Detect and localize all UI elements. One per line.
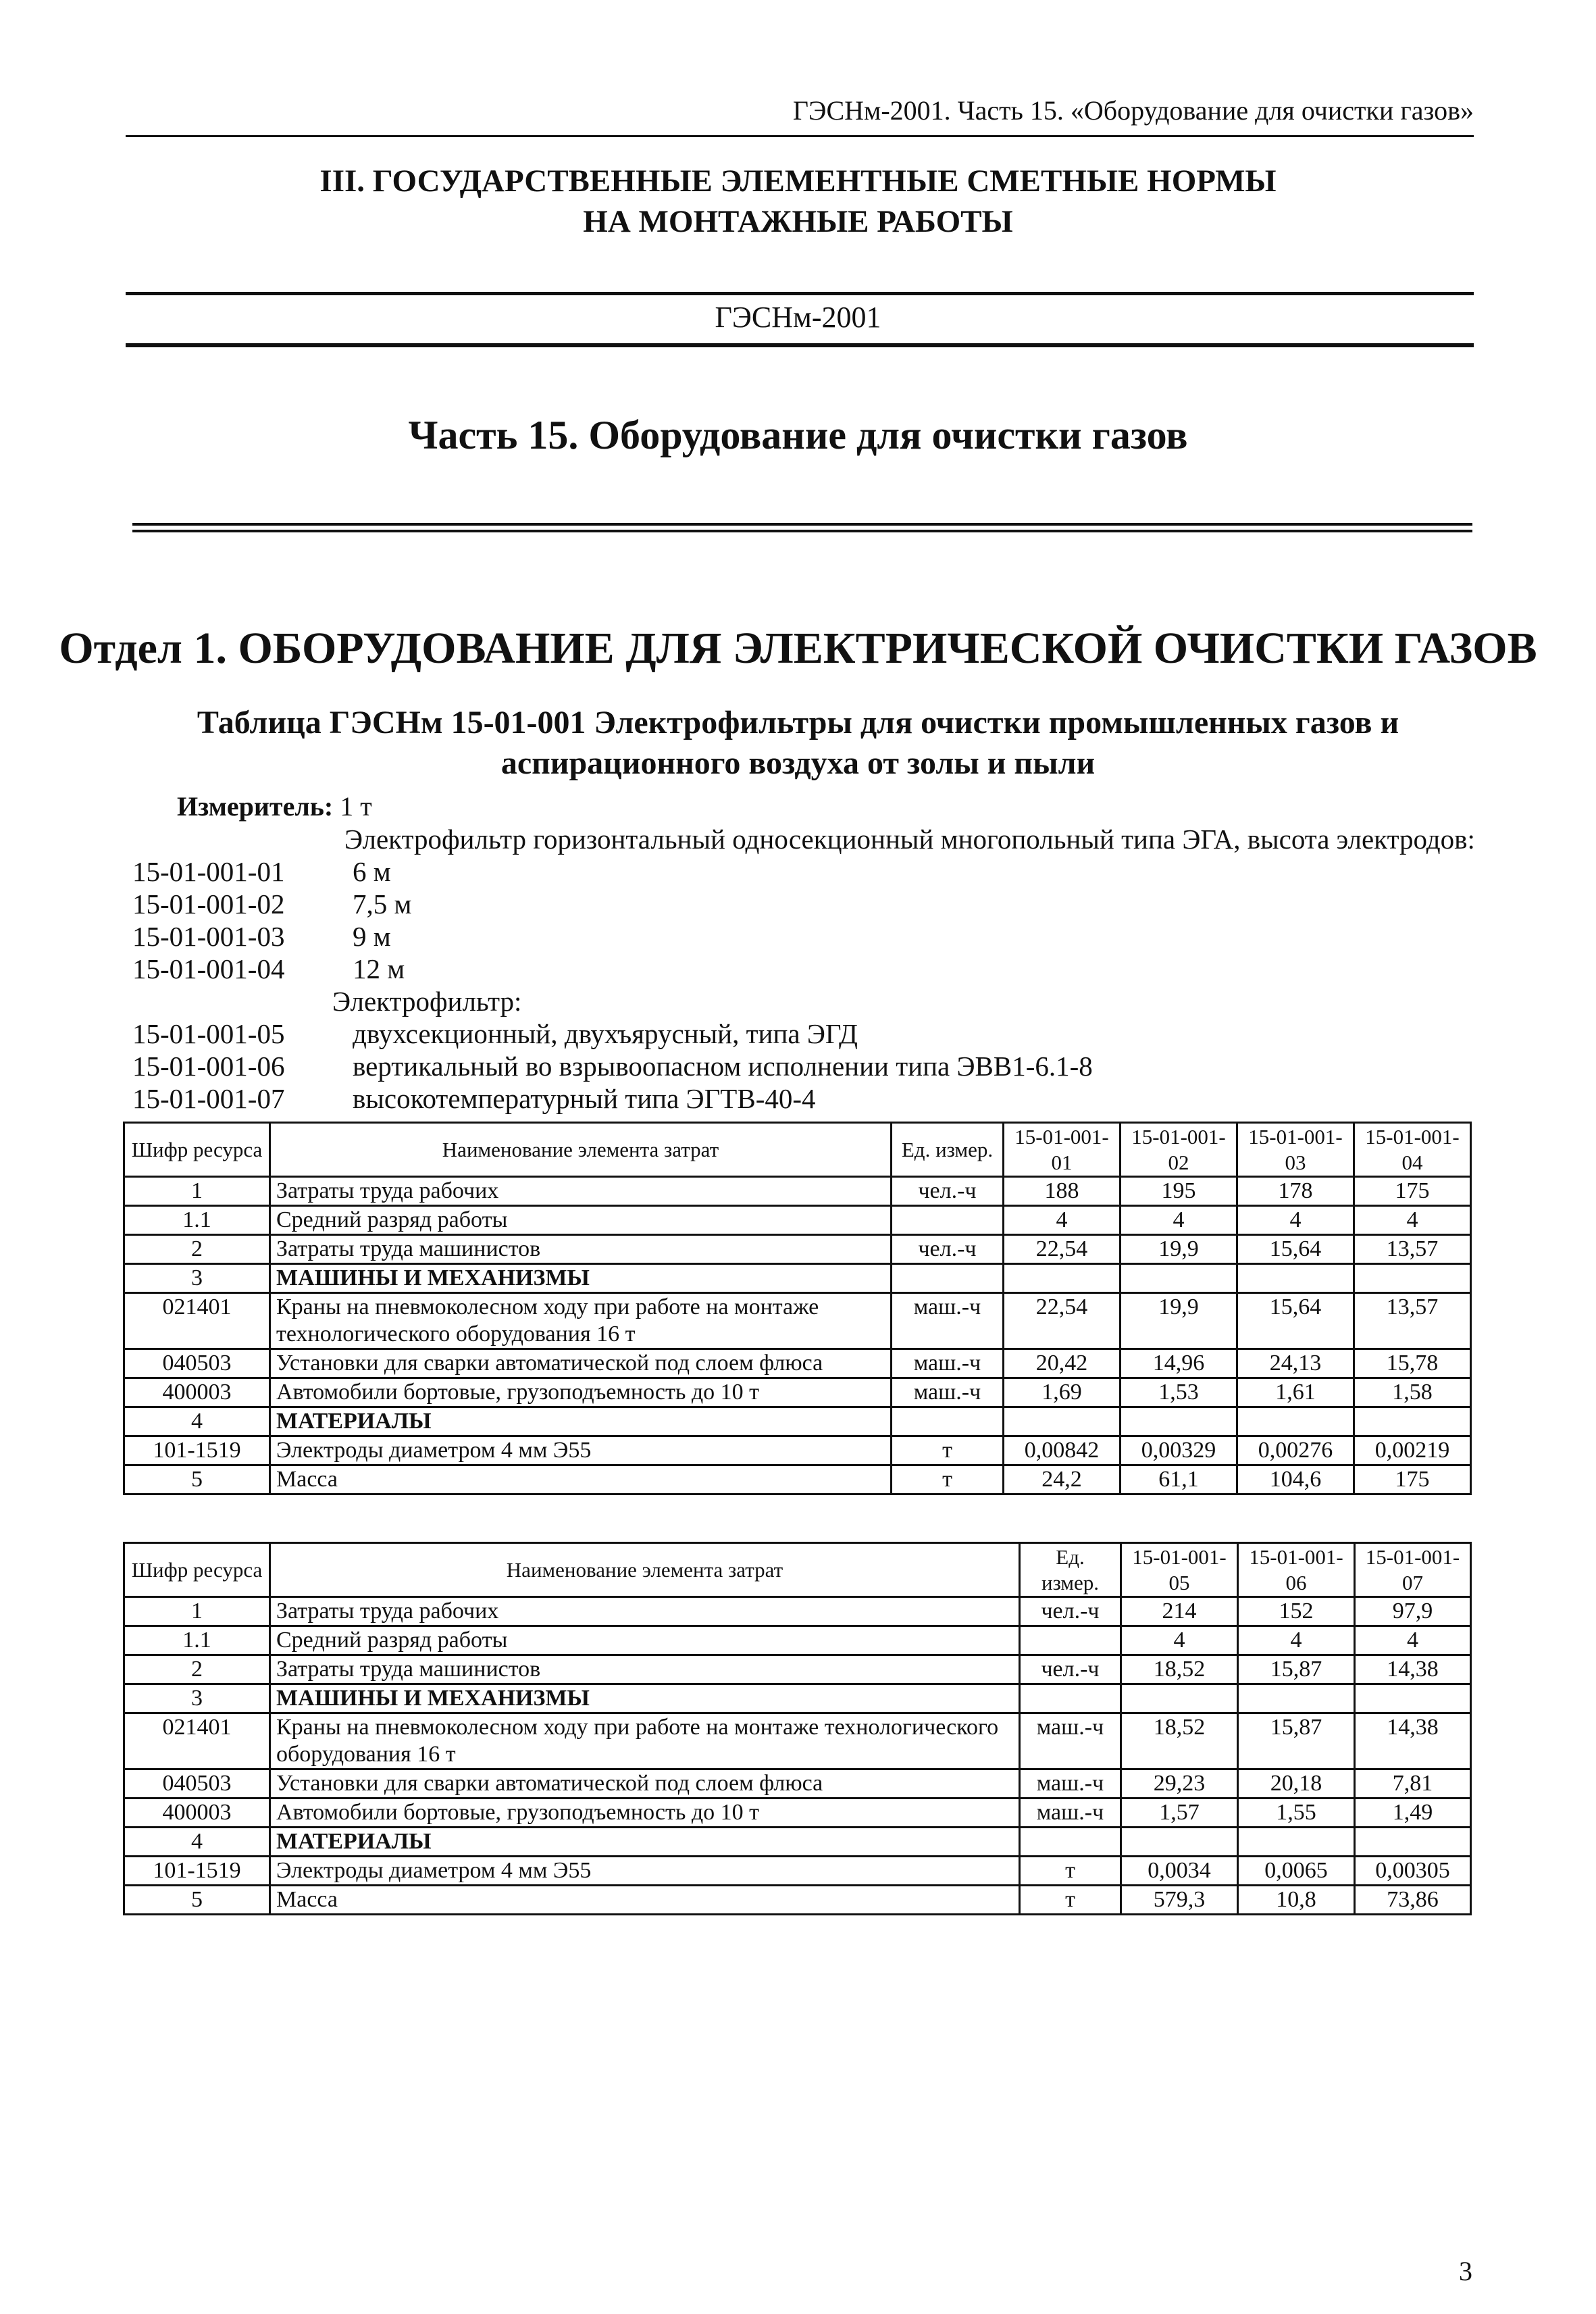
section-title: [0, 161, 1596, 242]
cell-value: 29,23: [1121, 1769, 1238, 1799]
cell-unit: маш.-ч: [1020, 1769, 1121, 1799]
table-row: [124, 1407, 1471, 1436]
cell-value: [1121, 1264, 1237, 1293]
cell-name: Установки для сварки автоматической под слоем флюса: [270, 1349, 892, 1378]
cell-name: МАТЕРИАЛЫ: [270, 1407, 892, 1436]
cell-value: 15,78: [1354, 1349, 1471, 1378]
cell-name: Масса: [270, 1465, 892, 1494]
code-item-desc: 7,5 м: [353, 888, 412, 920]
section-title-line1: III. ГОСУДАРСТВЕННЫЕ ЭЛЕМЕНТНЫЕ СМЕТНЫЕ НОРМЫ: [319, 164, 1277, 199]
cell-value: 14,38: [1355, 1713, 1471, 1769]
table-row: [124, 1465, 1471, 1494]
cell-name: Электроды диаметром 4 мм Э55: [270, 1436, 892, 1465]
cell-name: Краны на пневмоколесном ходу при работе на монтаже технологического оборудования 16 т: [270, 1713, 1020, 1769]
cell-unit: [892, 1206, 1004, 1235]
col-header-norm: 15-01-001-02: [1121, 1123, 1237, 1177]
col-header-name: Наименование элемента затрат: [270, 1123, 892, 1177]
cell-value: 18,52: [1121, 1713, 1238, 1769]
cell-value: 0,00842: [1004, 1436, 1121, 1465]
standard-code: ГЭСНм-2001: [715, 301, 881, 334]
cell-value: 1,55: [1238, 1799, 1355, 1828]
col-header-norm: 15-01-001-03: [1237, 1123, 1354, 1177]
double-rule-bottom: [132, 530, 1472, 532]
header-rule: [126, 135, 1474, 137]
cell-value: [1121, 1407, 1237, 1436]
table-row: [124, 1713, 1471, 1769]
cell-value: 61,1: [1121, 1465, 1237, 1494]
cell-value: 0,00329: [1121, 1436, 1237, 1465]
cell-unit: т: [892, 1436, 1004, 1465]
cell-value: 1,49: [1355, 1799, 1471, 1828]
table-row: [124, 1684, 1471, 1713]
cell-value: 4: [1238, 1626, 1355, 1655]
cell-code: 040503: [124, 1349, 270, 1378]
table-2-body: [124, 1597, 1471, 1915]
cell-value: 0,0034: [1121, 1857, 1238, 1886]
cell-value: 20,42: [1004, 1349, 1121, 1378]
cell-value: [1237, 1264, 1354, 1293]
table-row: [124, 1293, 1471, 1349]
cell-value: 0,00219: [1354, 1436, 1471, 1465]
cell-value: 1,69: [1004, 1378, 1121, 1407]
cell-unit: [1020, 1828, 1121, 1857]
cell-value: 97,9: [1355, 1597, 1471, 1626]
cell-code: 5: [124, 1465, 270, 1494]
page-number: 3: [1459, 2256, 1472, 2286]
table-row: [124, 1206, 1471, 1235]
cell-name: Автомобили бортовые, грузоподъемность до 10 т: [270, 1799, 1020, 1828]
col-header-name: Наименование элемента затрат: [270, 1543, 1020, 1597]
cell-code: 2: [124, 1655, 270, 1684]
cell-value: 0,00305: [1355, 1857, 1471, 1886]
cell-value: 4: [1355, 1626, 1471, 1655]
cell-code: 021401: [124, 1293, 270, 1349]
cell-value: 188: [1004, 1177, 1121, 1206]
cell-code: 1: [124, 1177, 270, 1206]
table-row: [124, 1597, 1471, 1626]
code-list-subintro: Электрофильтр:: [332, 986, 522, 1017]
col-header-unit: Ед. измер.: [1020, 1543, 1121, 1597]
cell-unit: маш.-ч: [1020, 1799, 1121, 1828]
cell-value: [1004, 1264, 1121, 1293]
cell-value: 13,57: [1354, 1235, 1471, 1264]
cell-value: 1,61: [1237, 1378, 1354, 1407]
table-row: [124, 1769, 1471, 1799]
col-header-norm: 15-01-001-04: [1354, 1123, 1471, 1177]
code-list-intro: Электрофильтр горизонтальный односекционный многопольный типа ЭГА, высота электродов:: [344, 824, 1475, 855]
code-item-code: 15-01-001-03: [132, 921, 285, 952]
cell-value: 15,64: [1237, 1235, 1354, 1264]
table-row: [124, 1857, 1471, 1886]
measure: [177, 790, 372, 822]
code-item-code: 15-01-001-07: [132, 1083, 285, 1114]
code-item-desc: высокотемпературный типа ЭГТВ-40-4: [353, 1083, 816, 1114]
cell-name: Затраты труда рабочих: [270, 1177, 892, 1206]
cell-value: 15,87: [1238, 1713, 1355, 1769]
cell-code: 4: [124, 1828, 270, 1857]
double-rule-top: [132, 523, 1472, 526]
cell-value: 4: [1237, 1206, 1354, 1235]
cell-value: 152: [1238, 1597, 1355, 1626]
cell-value: 22,54: [1004, 1293, 1121, 1349]
cell-name: МАШИНЫ И МЕХАНИЗМЫ: [270, 1264, 892, 1293]
cell-value: 1,57: [1121, 1799, 1238, 1828]
cell-value: 579,3: [1121, 1886, 1238, 1915]
cell-value: [1004, 1407, 1121, 1436]
cell-value: [1354, 1407, 1471, 1436]
cell-value: 19,9: [1121, 1235, 1237, 1264]
cell-unit: чел.-ч: [1020, 1655, 1121, 1684]
cell-value: 13,57: [1354, 1293, 1471, 1349]
cell-unit: т: [892, 1465, 1004, 1494]
code-item-code: 15-01-001-01: [132, 856, 285, 887]
cell-value: 178: [1237, 1177, 1354, 1206]
cell-value: 104,6: [1237, 1465, 1354, 1494]
code-item-desc: 6 м: [353, 856, 391, 887]
cell-unit: маш.-ч: [892, 1378, 1004, 1407]
cell-value: 19,9: [1121, 1293, 1237, 1349]
cell-unit: [1020, 1626, 1121, 1655]
norm-table-2: [123, 1542, 1472, 1915]
table-row: [124, 1828, 1471, 1857]
cell-value: 20,18: [1238, 1769, 1355, 1799]
cell-value: 4: [1121, 1626, 1238, 1655]
cell-name: МАШИНЫ И МЕХАНИЗМЫ: [270, 1684, 1020, 1713]
table-row: [124, 1436, 1471, 1465]
table-row: [124, 1177, 1471, 1206]
cell-name: Установки для сварки автоматической под слоем флюса: [270, 1769, 1020, 1799]
measure-value: 1 т: [340, 791, 372, 822]
table-title-line1: Таблица ГЭСНм 15-01-001 Электрофильтры для очистки промышленных газов и: [197, 705, 1399, 740]
col-header-norm: 15-01-001-07: [1355, 1543, 1471, 1597]
table-row: [124, 1349, 1471, 1378]
norm-table-1: [123, 1122, 1472, 1495]
measure-label: Измеритель:: [177, 791, 334, 822]
table-row: [124, 1799, 1471, 1828]
cell-unit: чел.-ч: [892, 1235, 1004, 1264]
cell-unit: т: [1020, 1886, 1121, 1915]
cell-value: 4: [1121, 1206, 1237, 1235]
table-row: [124, 1655, 1471, 1684]
cell-code: 021401: [124, 1713, 270, 1769]
cell-value: 214: [1121, 1597, 1238, 1626]
cell-name: Затраты труда рабочих: [270, 1597, 1020, 1626]
cell-value: [1237, 1407, 1354, 1436]
cell-code: 1.1: [124, 1626, 270, 1655]
cell-value: 22,54: [1004, 1235, 1121, 1264]
cell-code: 040503: [124, 1769, 270, 1799]
col-header-code: Шифр ресурса: [124, 1543, 270, 1597]
cell-name: Масса: [270, 1886, 1020, 1915]
cell-value: 24,13: [1237, 1349, 1354, 1378]
cell-value: 15,87: [1238, 1655, 1355, 1684]
cell-name: Электроды диаметром 4 мм Э55: [270, 1857, 1020, 1886]
cell-value: 175: [1354, 1465, 1471, 1494]
table-row: [124, 1378, 1471, 1407]
cell-value: [1238, 1684, 1355, 1713]
code-item-code: 15-01-001-06: [132, 1051, 285, 1082]
table-row: [124, 1886, 1471, 1915]
running-header: ГЭСНм-2001. Часть 15. «Оборудование для очистки газов»: [792, 95, 1474, 126]
cell-unit: [892, 1407, 1004, 1436]
cell-value: 10,8: [1238, 1886, 1355, 1915]
cell-code: 1.1: [124, 1206, 270, 1235]
cell-code: 400003: [124, 1378, 270, 1407]
table-row: [124, 1626, 1471, 1655]
cell-code: 5: [124, 1886, 270, 1915]
cell-value: [1121, 1828, 1238, 1857]
cell-value: 18,52: [1121, 1655, 1238, 1684]
cell-value: 4: [1354, 1206, 1471, 1235]
cell-value: [1121, 1684, 1238, 1713]
code-item-code: 15-01-001-05: [132, 1018, 285, 1049]
code-item-desc: 9 м: [353, 921, 391, 952]
cell-unit: [1020, 1684, 1121, 1713]
cell-code: 101-1519: [124, 1436, 270, 1465]
cell-name: Затраты труда машинистов: [270, 1235, 892, 1264]
table-title-line2: аспирационного воздуха от золы и пыли: [500, 745, 1096, 781]
cell-value: [1238, 1828, 1355, 1857]
cell-unit: маш.-ч: [1020, 1713, 1121, 1769]
divider-top: [126, 292, 1474, 295]
code-item-code: 15-01-001-02: [132, 888, 285, 920]
cell-value: 24,2: [1004, 1465, 1121, 1494]
col-header-unit: Ед. измер.: [892, 1123, 1004, 1177]
table-title: [0, 703, 1596, 784]
cell-value: [1354, 1264, 1471, 1293]
cell-value: 0,00276: [1237, 1436, 1354, 1465]
cell-unit: чел.-ч: [1020, 1597, 1121, 1626]
cell-name: Средний разряд работы: [270, 1206, 892, 1235]
cell-code: 3: [124, 1684, 270, 1713]
code-item-desc: 12 м: [353, 953, 405, 984]
cell-value: 175: [1354, 1177, 1471, 1206]
part-title: Часть 15. Оборудование для очистки газов: [408, 413, 1188, 457]
cell-unit: [892, 1264, 1004, 1293]
cell-value: 1,53: [1121, 1378, 1237, 1407]
divider-bottom: [126, 343, 1474, 347]
table-1-body: [124, 1177, 1471, 1494]
code-item-code: 15-01-001-04: [132, 953, 285, 984]
cell-value: 14,96: [1121, 1349, 1237, 1378]
cell-value: [1355, 1828, 1471, 1857]
cell-value: 4: [1004, 1206, 1121, 1235]
cell-code: 1: [124, 1597, 270, 1626]
code-item-desc: вертикальный во взрывоопасном исполнении типа ЭВВ1-6.1-8: [353, 1051, 1093, 1082]
cell-value: 195: [1121, 1177, 1237, 1206]
cell-unit: чел.-ч: [892, 1177, 1004, 1206]
col-header-norm: 15-01-001-06: [1238, 1543, 1355, 1597]
cell-name: Краны на пневмоколесном ходу при работе на монтаже технологического оборудования 16 т: [270, 1293, 892, 1349]
department-title: Отдел 1. ОБОРУДОВАНИЕ ДЛЯ ЭЛЕКТРИЧЕСКОЙ ОЧИСТКИ ГАЗОВ: [59, 624, 1537, 673]
cell-unit: маш.-ч: [892, 1293, 1004, 1349]
cell-name: МАТЕРИАЛЫ: [270, 1828, 1020, 1857]
cell-code: 400003: [124, 1799, 270, 1828]
cell-name: Средний разряд работы: [270, 1626, 1020, 1655]
cell-value: [1355, 1684, 1471, 1713]
code-item-desc: двухсекционный, двухъярусный, типа ЭГД: [353, 1018, 858, 1049]
cell-code: 4: [124, 1407, 270, 1436]
cell-value: 1,58: [1354, 1378, 1471, 1407]
cell-code: 2: [124, 1235, 270, 1264]
cell-name: Затраты труда машинистов: [270, 1655, 1020, 1684]
cell-value: 14,38: [1355, 1655, 1471, 1684]
cell-value: 7,81: [1355, 1769, 1471, 1799]
col-header-norm: 15-01-001-05: [1121, 1543, 1238, 1597]
cell-value: 15,64: [1237, 1293, 1354, 1349]
cell-value: 0,0065: [1238, 1857, 1355, 1886]
cell-unit: маш.-ч: [892, 1349, 1004, 1378]
cell-code: 101-1519: [124, 1857, 270, 1886]
table-row: [124, 1235, 1471, 1264]
col-header-norm: 15-01-001-01: [1004, 1123, 1121, 1177]
col-header-code: Шифр ресурса: [124, 1123, 270, 1177]
cell-code: 3: [124, 1264, 270, 1293]
section-title-line2: НА МОНТАЖНЫЕ РАБОТЫ: [583, 204, 1013, 239]
table-row: [124, 1264, 1471, 1293]
cell-name: Автомобили бортовые, грузоподъемность до 10 т: [270, 1378, 892, 1407]
cell-unit: т: [1020, 1857, 1121, 1886]
cell-value: 73,86: [1355, 1886, 1471, 1915]
